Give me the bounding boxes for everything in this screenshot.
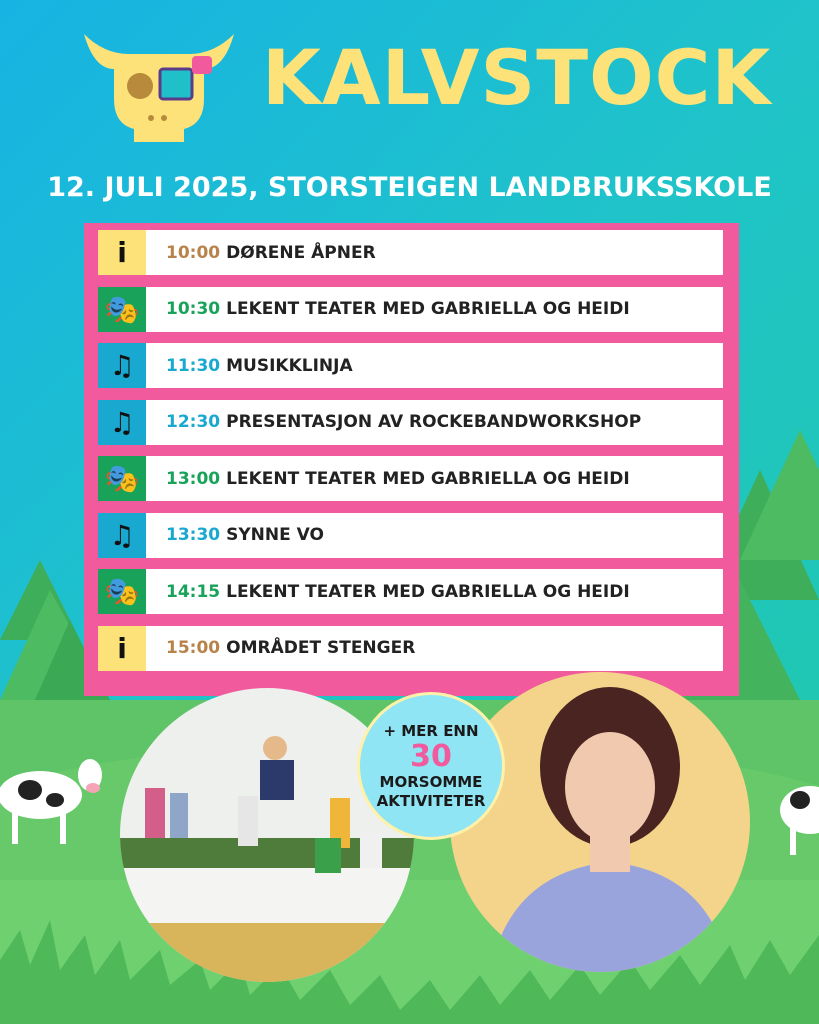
schedule-time: 13:30 [166,525,221,545]
performer-portrait-photo [450,672,750,972]
theater-masks-icon: 🎭 [98,456,146,501]
schedule-label: OMRÅDET STENGER [226,638,416,658]
schedule-time: 15:00 [166,638,221,658]
schedule-row [98,400,723,445]
schedule-label: LEKENT TEATER MED GABRIELLA OG HEIDI [226,468,630,489]
schedule-row [98,287,723,332]
bubble-line4: AKTIVITETER [376,791,486,810]
event-title: KALVSTOCK [262,33,772,122]
activities-bubble [357,692,505,840]
schedule-label: PRESENTASJON AV ROCKEBANDWORKSHOP [226,412,642,432]
bubble-number: 30 [410,738,452,774]
music-note-icon: ♫ [98,513,146,558]
info-icon: i [98,230,146,275]
schedule-time: 10:00 [166,242,221,263]
schedule-time: 12:30 [166,412,221,432]
music-note-icon: ♫ [98,400,146,445]
schedule-label: SYNNE VO [226,525,324,545]
schedule-label: LEKENT TEATER MED GABRIELLA OG HEIDI [226,299,630,319]
schedule-row [98,513,723,558]
schedule-row [98,626,723,671]
event-subtitle: 12. JULI 2025, STORSTEIGEN LANDBRUKSSKOLE [47,172,772,203]
info-icon: i [98,626,146,671]
schedule-row [98,569,723,614]
music-note-icon: ♫ [98,343,146,388]
bubble-line1: + MER ENN [383,721,479,740]
theater-masks-icon: 🎭 [98,569,146,614]
schedule-label: DØRENE ÅPNER [226,242,376,263]
schedule-time: 13:00 [166,468,221,489]
schedule-time: 10:30 [166,299,221,319]
schedule-label: LEKENT TEATER MED GABRIELLA OG HEIDI [226,581,630,602]
schedule-row [98,343,723,388]
schedule-list [84,223,739,696]
cow-skull-logo-icon [74,14,244,146]
schedule-row [98,230,723,275]
schedule-label: MUSIKKLINJA [226,355,353,376]
theater-masks-icon: 🎭 [98,287,146,332]
schedule-time: 14:15 [166,581,221,602]
schedule-row [98,456,723,501]
bubble-line3: MORSOMME [379,772,483,791]
schedule-time: 11:30 [166,355,221,376]
